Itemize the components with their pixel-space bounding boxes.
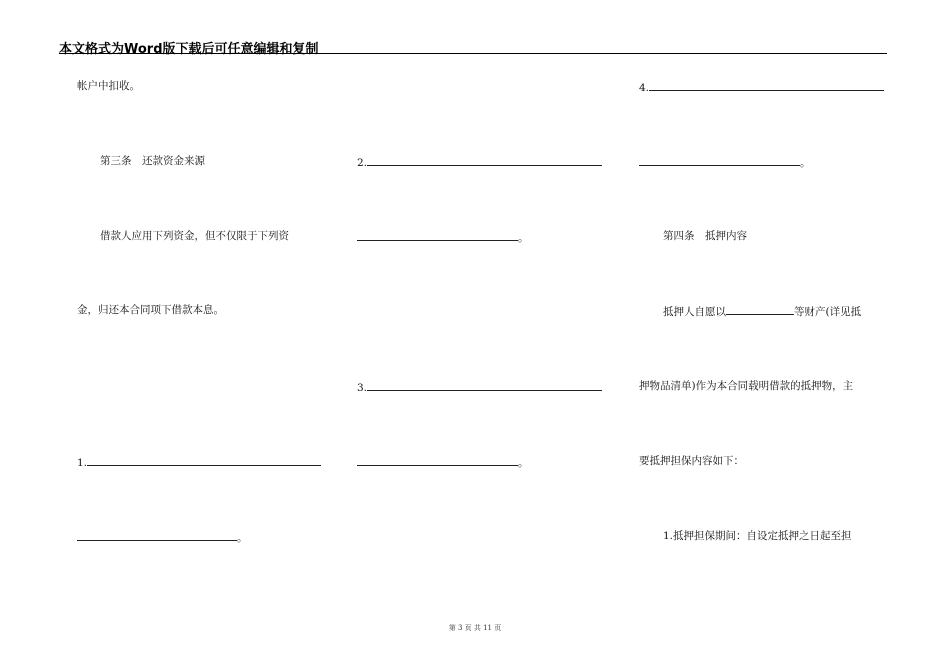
fill-in-blank[interactable] [367, 380, 602, 391]
col2-item-2-number: 2. [357, 157, 368, 169]
fill-in-blank[interactable] [87, 455, 321, 466]
col1-clause-heading: 第三条 还款资金来源 [100, 155, 205, 167]
col1-item-1-cont [77, 530, 248, 544]
fill-in-blank[interactable] [726, 304, 794, 315]
header-rule [59, 53, 887, 54]
col1-item-1-end: 。 [237, 532, 248, 544]
col3-line-7: 1.抵押担保期间：自设定抵押之日起至担 [663, 530, 852, 542]
document-header-title: 本文格式为Word版下载后可任意编辑和复制 [59, 42, 319, 57]
fill-in-blank[interactable] [639, 155, 800, 166]
col2-item-3 [357, 380, 602, 394]
col2-item-3-cont [357, 455, 529, 469]
col1-line-4: 金，归还本合同项下借款本息。 [77, 304, 224, 316]
col2-item-2 [357, 155, 602, 169]
col3-item-4 [639, 80, 884, 94]
col1-item-1 [77, 455, 321, 469]
col3-line-4 [663, 304, 861, 318]
col1-item-1-number: 1. [77, 457, 88, 469]
col3-clause-heading: 第四条 抵押内容 [663, 230, 747, 242]
col2-item-2-cont [357, 230, 529, 244]
col3-line-4-post: 等财产(详见抵 [794, 306, 862, 318]
col3-line-4-pre: 抵押人自愿以 [663, 306, 726, 318]
page-number: 第 3 页 共 11 页 [448, 624, 502, 632]
col2-item-3-end: 。 [518, 457, 529, 469]
col3-item-4-cont [639, 155, 811, 169]
col3-item-4-number: 4. [639, 82, 650, 94]
fill-in-blank[interactable] [357, 230, 518, 241]
fill-in-blank[interactable] [357, 455, 518, 466]
fill-in-blank[interactable] [367, 155, 602, 166]
col3-line-5: 押物品清单)作为本合同载明借款的抵押物，主 [639, 380, 854, 392]
col2-item-3-number: 3. [357, 382, 368, 394]
col1-line-3: 借款人应用下列资金，但不仅限于下列资 [100, 230, 289, 242]
col1-line-1: 帐户中扣收。 [77, 80, 140, 92]
fill-in-blank[interactable] [77, 530, 237, 541]
fill-in-blank[interactable] [649, 80, 884, 91]
col3-item-4-end: 。 [800, 157, 811, 169]
col3-line-6: 要抵押担保内容如下： [639, 455, 744, 467]
col2-item-2-end: 。 [518, 232, 529, 244]
